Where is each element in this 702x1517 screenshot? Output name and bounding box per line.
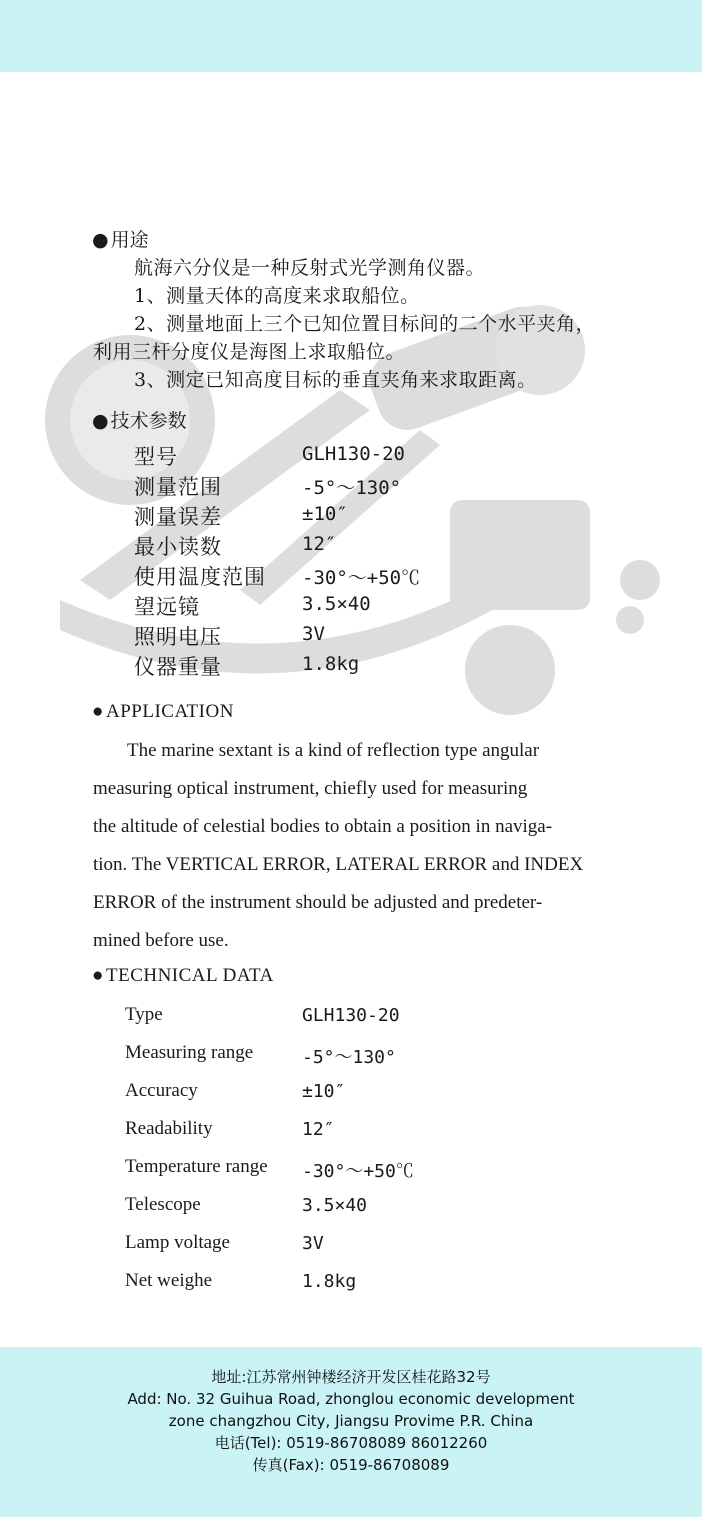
tech-value: 3V <box>302 1233 324 1254</box>
tech-label: Lamp voltage <box>125 1232 230 1253</box>
usage-line: 2、测量地面上三个已知位置目标间的二个水平夹角， <box>134 313 596 335</box>
tech-value: 3.5×40 <box>302 1195 368 1216</box>
spec-label: 型号 <box>134 445 178 469</box>
application-line: measuring optical instrument, chiefly used for measuring <box>93 778 528 799</box>
tech-label: Temperature range <box>125 1156 268 1177</box>
top-band <box>0 0 702 72</box>
application-line: tion. The VERTICAL ERROR, LATERAL ERROR and INDEX <box>93 854 584 875</box>
application-title: ● APPLICATION <box>92 701 234 722</box>
spec-label: 使用温度范围 <box>134 565 266 589</box>
spec-value: GLH130-20 <box>302 443 405 465</box>
tech-label: Accuracy <box>125 1080 198 1101</box>
spec-value: 3.5×40 <box>302 593 371 615</box>
fax: 传真(Fax): 0519-86708089 <box>252 1456 450 1474</box>
address-en-line: Add: No. 32 Guihua Road, zhonglou economic development <box>127 1390 575 1408</box>
bullet-icon: ● <box>92 965 104 986</box>
spec-label: 仪器重量 <box>134 655 222 679</box>
spec-value: -30°～+50℃ <box>302 567 421 589</box>
bullet-icon: ● <box>92 229 109 251</box>
tech-label: Readability <box>125 1118 213 1139</box>
spec-value: 12″ <box>302 533 337 555</box>
application-paragraph <box>93 732 621 960</box>
tech-value: GLH130-20 <box>302 1005 400 1026</box>
spec-label: 测量误差 <box>134 505 222 529</box>
tech-value: ±10″ <box>302 1081 346 1102</box>
usage-line: 3、测定已知高度目标的垂直夹角来求取距离。 <box>134 369 537 391</box>
tech-value: 12″ <box>302 1119 335 1140</box>
usage-line: 1、测量天体的高度来求取船位。 <box>134 285 420 307</box>
tech-label: Net weighe <box>125 1270 213 1291</box>
tech-value: -5°～130° <box>302 1047 396 1068</box>
tech-value: 1.8kg <box>302 1271 357 1292</box>
bullet-icon: ● <box>92 701 104 722</box>
contact-footer <box>0 1366 702 1476</box>
spec-value: 1.8kg <box>302 653 360 675</box>
spec-value: -5°～130° <box>302 477 402 499</box>
spec-value: ±10″ <box>302 503 348 525</box>
tech-label: Type <box>125 1004 163 1025</box>
spec-label: 测量范围 <box>134 475 222 499</box>
spec-value: 3V <box>302 623 325 645</box>
application-line: mined before use. <box>93 930 229 951</box>
usage-title: ● 用途 <box>92 229 149 251</box>
application-line: the altitude of celestial bodies to obtain a position in naviga- <box>93 816 553 837</box>
address-en-line: zone changzhou City, Jiangsu Provime P.R. China <box>168 1412 534 1430</box>
usage-line: 航海六分仪是一种反射式光学测角仪器。 <box>134 257 486 279</box>
technical-title: ● TECHNICAL DATA <box>92 965 274 986</box>
spec-label: 望远镜 <box>134 595 200 619</box>
bullet-icon: ● <box>92 410 109 432</box>
spec-label: 照明电压 <box>134 625 222 649</box>
tech-label: Measuring range <box>125 1042 254 1063</box>
tech-label: Telescope <box>125 1194 201 1215</box>
application-line: The marine sextant is a kind of reflection type angular <box>127 740 540 761</box>
application-line: ERROR of the instrument should be adjusted and predeter- <box>93 892 543 913</box>
specs-title: ● 技术参数 <box>92 410 187 432</box>
spec-label: 最小读数 <box>134 535 222 559</box>
tech-value: -30°～+50℃ <box>302 1161 414 1182</box>
usage-line: 利用三杆分度仪是海图上求取船位。 <box>93 341 406 363</box>
address-cn: 地址:江苏常州钟楼经济开发区桂花路32号 <box>211 1368 491 1386</box>
telephone: 电话(Tel): 0519-86708089 86012260 <box>214 1434 488 1452</box>
